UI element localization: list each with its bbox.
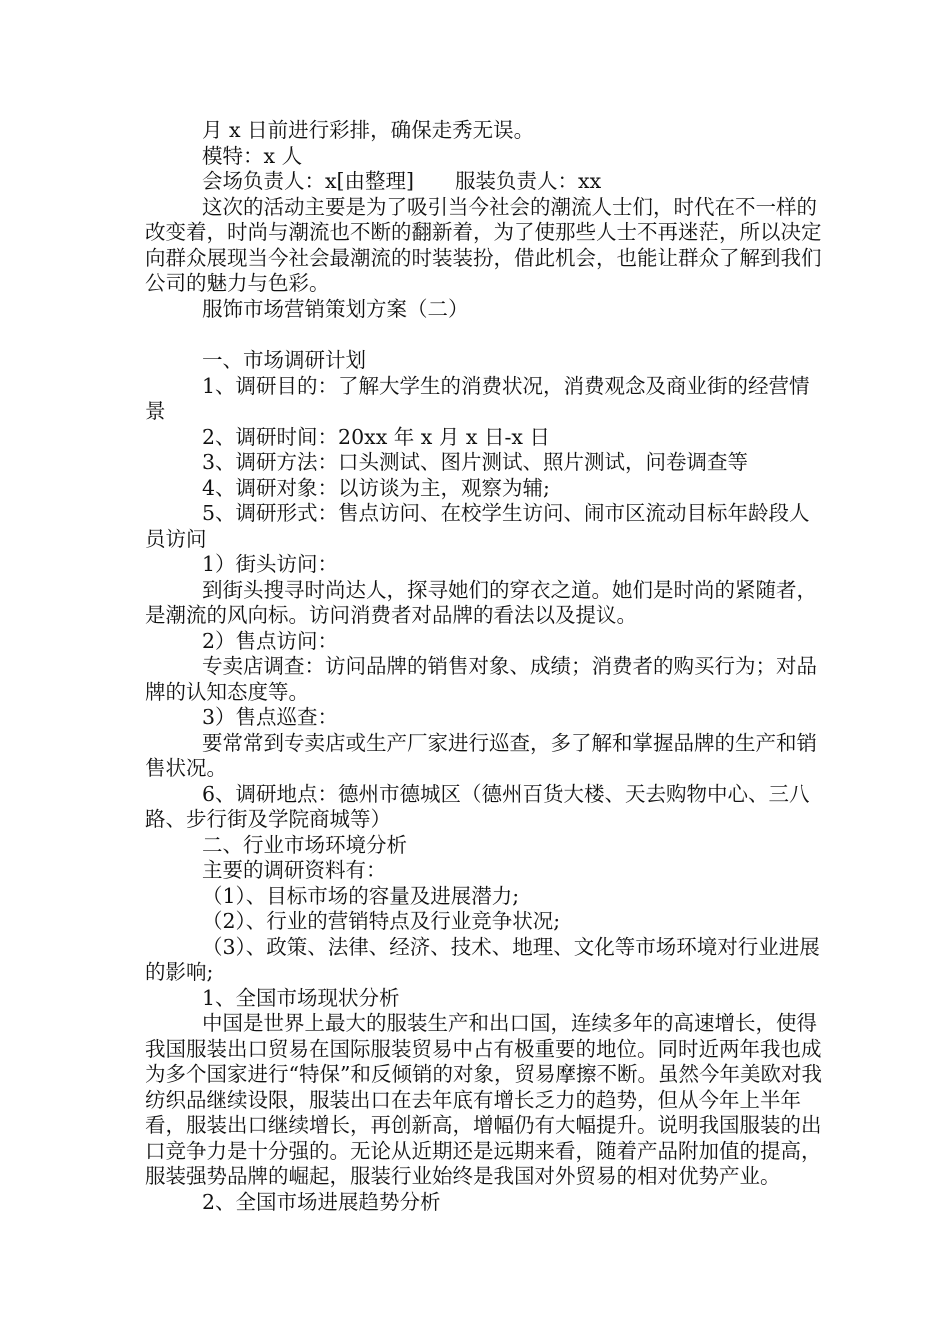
paragraph-research-form: 5、调研形式：售点访问、在校学生访问、闹市区流动目标年龄段人员访问 (145, 501, 810, 551)
paragraph-research-object: 4、调研对象：以访谈为主，观察为辅; (202, 475, 550, 500)
heading-national-status: 1、全国市场现状分析 (202, 985, 400, 1010)
paragraph-store-interview: 专卖店调查：访问品牌的销售对象、成绩；消费者的购买行为；对品牌的认知态度等。 (145, 654, 817, 704)
blank-line (145, 322, 825, 348)
paragraph-rehearsal: 月 x 日前进行彩排，确保走秀无误。 (202, 118, 535, 142)
paragraph-research-time: 2、调研时间：20xx 年 x 月 x 日-x 日 (202, 424, 550, 449)
paragraph-main-materials: 主要的调研资料有： (202, 858, 387, 882)
heading-market-research-plan: 一、市场调研计划 (202, 348, 366, 372)
paragraph-research-method: 3、调研方法：口头测试、图片测试、照片测试，问卷调查等 (202, 450, 749, 474)
section-title-plan-two: 服饰市场营销策划方案（二） (202, 296, 469, 321)
paragraph-activity-purpose: 这次的活动主要是为了吸引当今社会的潮流人士们，时代在不一样的改变着，时尚与潮流也不断的翻新着，为了使那些人士不再迷茫，所以决定向群众展现当今社会最潮流的时装装扮，借此机会，也能让群众了解到我们公司的魅力与色彩。 (145, 194, 822, 295)
paragraph-national-status: 中国是世界上最大的服装生产和出口国，连续多年的高速增长，使得我国服装出口贸易在国际服装贸易中占有极重要的地位。同时近两年我也成为多个国家进行“特保”和反倾销的对象，贸易摩擦不断。虽然今年美欧对我纺织品继续设限，服装出口在去年底有增长乏力的趋势，但从今年上半年看，服装出口继续增长，再创新高，增幅仍有大幅提升。说明我国服装的出口竞争力是十分强的。无论从近期还是远期来看，随着产品附加值的提高，服装强势品牌的崛起，服装行业始终是我国对外贸易的相对优势产业。 (145, 1011, 822, 1188)
document-body (145, 118, 825, 1215)
list-item-2: （2）、行业的营销特点及行业竞争状况; (202, 909, 561, 933)
paragraph-responsible-persons: 会场负责人：x[由整理] 服装负责人：xx (202, 169, 602, 193)
paragraph-store-interview-title: 2）售点访问： (202, 628, 339, 653)
paragraph-street-interview: 到街头搜寻时尚达人，探寻她们的穿衣之道。她们是时尚的紧随者，是潮流的风向标。访问消费者对品牌的看法以及提议。 (145, 577, 817, 627)
paragraph-store-inspection: 要常常到专卖店或生产厂家进行巡查，多了解和掌握品牌的生产和销售状况。 (145, 730, 817, 780)
paragraph-models: 模特：x 人 (202, 143, 303, 168)
paragraph-street-interview-title: 1）街头访问： (202, 552, 339, 576)
heading-national-trend: 2、全国市场进展趋势分析 (202, 1189, 441, 1214)
paragraph-research-location: 6、调研地点：德州市德城区（德州百货大楼、天去购物中心、三八路、步行街及学院商城等） (145, 781, 810, 831)
list-item-3: （3）、政策、法律、经济、技术、地理、文化等市场环境对行业进展的影响; (145, 934, 820, 984)
paragraph-store-inspection-title: 3）售点巡查： (202, 705, 339, 729)
paragraph-research-purpose: 1、调研目的：了解大学生的消费状况，消费观念及商业街的经营情景 (145, 373, 810, 423)
list-item-1: （1）、目标市场的容量及进展潜力; (202, 883, 520, 908)
heading-industry-analysis: 二、行业市场环境分析 (202, 832, 407, 857)
